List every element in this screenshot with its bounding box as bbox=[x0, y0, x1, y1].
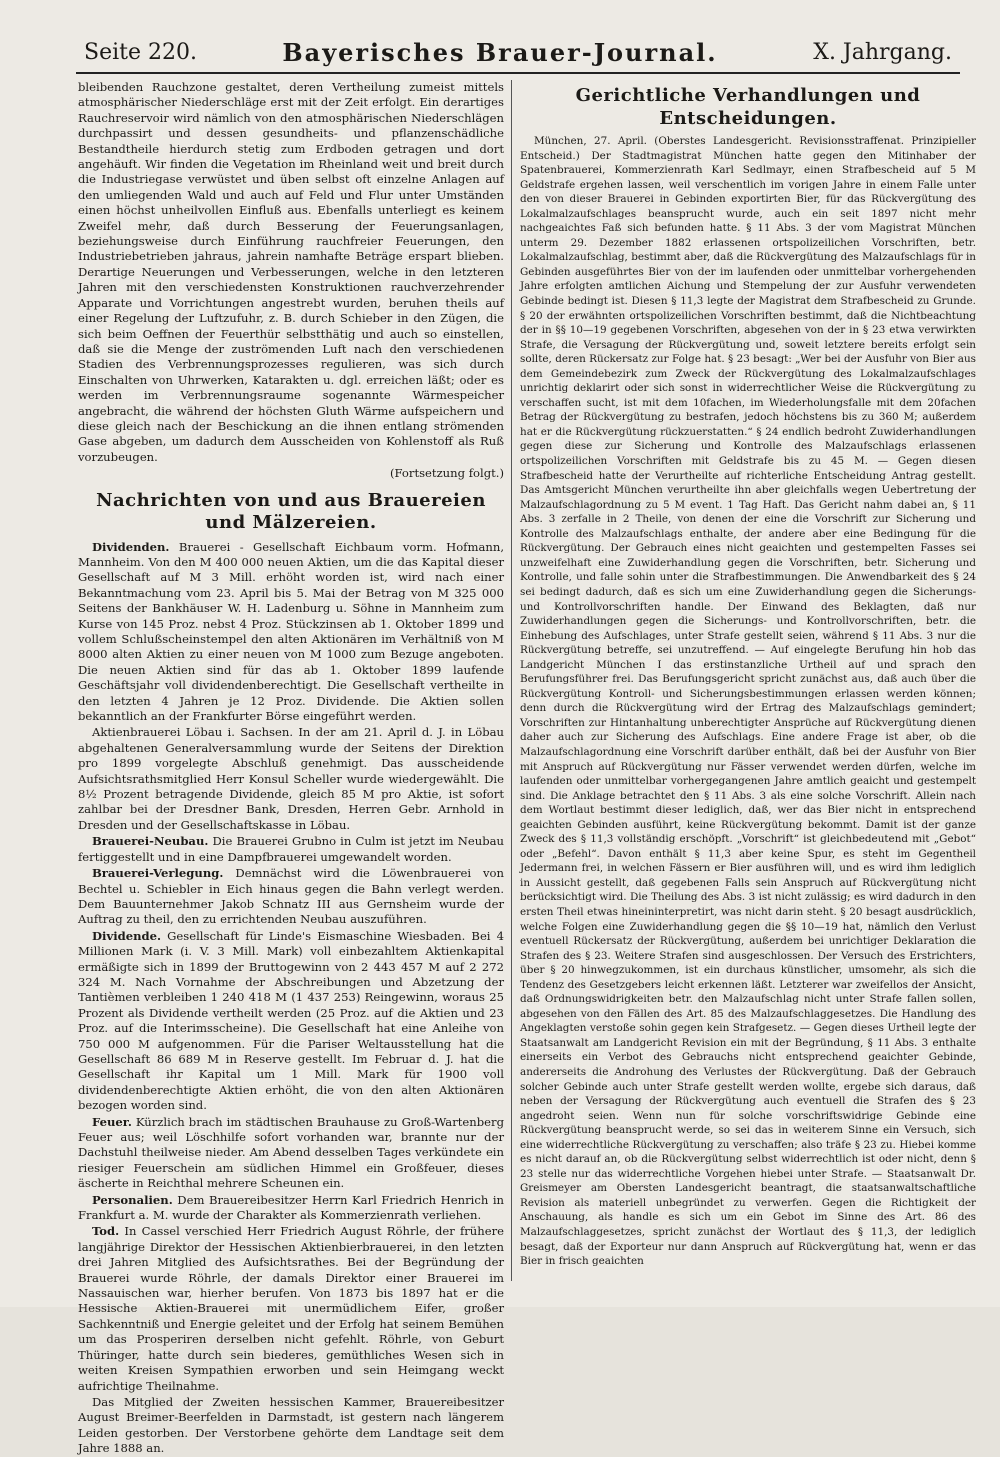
item-text: Demnächst wird die Löwenbrauerei von Bechtel u. Schiebler in Eich hinaus gegen die Bahn verlegt werden. Dem Bauunternehmer Jakob Schnatz III aus Gernsheim wurde der Auftrag zu theil, den zu errichtenden Neubau auszuführen. bbox=[78, 866, 504, 927]
item-text: Kürzlich brach im städtischen Brauhause zu Groß-Wartenberg Feuer aus; weil Löschhilfe sofort vorhanden war, brannte nur der Dachstuhl theilweise nieder. Am Abend desselben Tages verkündete ein riesiger Feuerschein am südlichen Himmel ein Großfeuer, dieses äscherte in Reichthal mehrere Scheunen ein. bbox=[78, 1114, 504, 1191]
right-column bbox=[520, 80, 976, 1287]
item-text: Brauerei - Gesellschaft Eichbaum vorm. Hofmann, Mannheim. Von den M 400 000 neuen Aktien, um die das Kapital dieser Gesellschaft auf M 3 Mill. erhöht worden ist, wird nach einer Bekanntmachung vom 23. April bis 5. Mai der Betrag von M 325 000 Seitens der Bankhäuser W. H. Ladenburg u. Söhne in Mannheim zum Kurse von 145 Proz. nebst 4 Proz. Stückzinsen ab 1. Oktober 1899 und vollem Schlußscheinstempel den alten Aktionären im Verhältniß von M 8000 alten Aktien zu einer neuen von M 1000 zum Bezuge angeboten. Die neuen Aktien sind für das ab 1. Oktober 1899 laufende Geschäftsjahr voll dividendenberechtigt. Die Gesellschaft vertheilte in den letzten 4 Jahren je 12 Proz. Dividende. Die Aktien sollen bekanntlich an der Frankfurter Börse eingeführt werden. bbox=[78, 539, 504, 724]
article-continuation: bleibenden Rauchzone gestaltet, deren Vertheilung zumeist mittels atmosphärischer Niederschläge erst mit der Zeit erfolgt. Ein derartiges Rauchreservoir wird nämlich von den atmosphärischen Niederschlägen durchpassirt und dessen gesundheits- und pflanzenschädliche Bestandtheile hierdurch stetig zum Erdboden getragen und dort angehäuft. Wir finden die Vegetation im Rheinland weit und breit durch die Industriegase verwüstet und üben selbst oft einzelne Anlagen auf den umliegenden Wald und auch auf Feld und Flur unter Umständen einen höchst unheilvollen Einfluß aus. Ebenfalls unterliegt es keinem Zweifel mehr, daß durch Besserung der Feuerungsanlagen, beziehungsweise durch Einführung rauchfreier Feuerungen, den Industriebetrieben jahraus, jahrein namhafte Beträge erspart blieben. Derartige Neuerungen und Verbesserungen, welche in den letzteren Jahren mit den verschiedensten Konstruktionen rauchverzehrender Apparate und Vorrichtungen angestrebt wurden, beruhen theils auf einer Regelung der Luftzufuhr, z. B. durch Schieber in den Zügen, die sich beim Oeffnen der Feuerthür selbstthätig und auch so einstellen, daß sie die Menge der zuströmenden Luft nach den verschiedenen Stadien des Verbrennungsprozesses regulieren, was sich durch Einschalten von Uhrwerken, Katarakten u. dgl. erreichen läßt; oder es werden im Verbrennungsraume sogenannte Wärmespeicher angebracht, die während der höchsten Gluth Wärme aufspeichern und diese gleich nach der Beschickung an die ihnen entlang strömenden Gase abgeben, um dadurch dem Ausscheiden von Kohlenstoff als Ruß vorzubeugen. bbox=[78, 80, 504, 464]
section-title-court: Gerichtliche Verhandlungen und Entscheidungen. bbox=[575, 85, 921, 129]
news-item-dividends bbox=[78, 540, 504, 725]
item-head: Brauerei-Verlegung. bbox=[92, 866, 224, 881]
item-head: Dividende. bbox=[92, 928, 162, 943]
news-item-feuer bbox=[78, 1115, 504, 1192]
item-text: In Cassel verschied Herr Friedrich August Röhrle, der frühere langjährige Direktor der Hessischen Aktienbierbrauerei, in den letzten drei Jahren Mitglied des Aufsichtsrathes. Bei der Begründung der Brauerei wurde Röhrle, der damals Direktor einer Brauerei im Nassauischen war, hierher berufen. Von 1873 bis 1897 hat er die Hessische Aktien-Brauerei mit unermüdlichem Eifer, großer Sachkenntniß und Energie geleitet und der Erfolg hat seinem Bemühen um das Prosperiren derselben nicht gefehlt. Röhrle, von Geburt Thüringer, hatte durch sein biederes, gemüthliches Wesen sich in weiten Kreisen Sympathien erworben und sein Heimgang weckt aufrichtige Theilnahme. bbox=[78, 1224, 504, 1393]
item-text: Dem Brauereibesitzer Herrn Karl Friedrich Henrich in Frankfurt a. M. wurde der Charakter als Kommerzienrath verliehen. bbox=[78, 1192, 505, 1223]
item-head: Feuer. bbox=[92, 1114, 132, 1129]
item-head: Personalien. bbox=[92, 1192, 173, 1207]
page-header bbox=[0, 0, 1000, 78]
volume-label: X. Jahrgang. bbox=[813, 40, 952, 65]
column-divider bbox=[511, 80, 512, 1281]
item-head: Brauerei-Neubau. bbox=[92, 834, 209, 849]
item-text: Gesellschaft für Linde's Eismaschine Wiesbaden. Bei 4 Millionen Mark (i. V. 3 Mill. Mark) voll einbezahltem Aktienkapital ermäßigte sich in 1899 der Bruttogewinn von 2 443 457 M auf 2 272 324 M. Nach Vornahme der Abschreibungen und Abzetzung der Tantièmen verbleiben 1 240 418 M (1 437 253) Reingewinn, woraus 25 Prozent als Dividende vertheilt werden (25 Proz. auf die Aktien und 23 Proz. auf die Interimsscheine). Die Gesellschaft hat eine Anleihe von 750 000 M aufgenommen. Für die Pariser Weltausstellung hat die Gesellschaft 86 689 M in Reserve gestellt. Im Februar d. J. hat die Gesellschaft ihr Kapital um 1 Mill. Mark für 1900 voll dividendenberechtigte Aktien erhöht, die von den alten Aktionären bezogen worden sind. bbox=[78, 928, 505, 1113]
item-head: Dividenden. bbox=[92, 539, 170, 554]
item-head: Tod. bbox=[92, 1224, 120, 1239]
header-rule bbox=[76, 72, 960, 74]
news-item-verlegung bbox=[78, 866, 504, 928]
news-item-personalien bbox=[78, 1193, 504, 1224]
news-item-neubau bbox=[78, 834, 504, 865]
continuation-note: (Fortsetzung folgt.) bbox=[389, 466, 504, 481]
section-title-news: Nachrichten von und aus Brauereien und Mälzereien. bbox=[96, 489, 486, 533]
news-item-loebau: Aktienbrauerei Löbau i. Sachsen. In der am 21. April d. J. in Löbau abgehaltenen Generalversammlung wurde der Seitens der Direktion pro 1899 vorgelegte Abschluß genehmigt. Das ausscheidende Aufsichtsrathsmitglied Herr Konsul Scheller wurde wiedergewählt. Die 8½ Prozent betragende Dividende, gleich 85 M pro Aktie, ist sofort zahlbar bei der Dresdner Bank, Dresden, Herren Gebr. Arnhold in Dresden und der Gesellschaftskasse in Löbau. bbox=[78, 725, 504, 832]
left-column bbox=[78, 80, 505, 1456]
news-item-tod bbox=[78, 1224, 504, 1393]
journal-title: Bayerisches Brauer-Journal. bbox=[282, 38, 718, 67]
page-number: Seite 220. bbox=[84, 40, 197, 65]
news-item-dividende bbox=[78, 929, 504, 1114]
item-text: Die Brauerei Grubno in Culm ist jetzt im Neubau fertiggestellt und in eine Dampfbrauerei umgewandelt worden. bbox=[78, 834, 504, 864]
court-report: München, 27. April. (Oberstes Landesgericht. Revisionsstraffenat. Prinzipieller Entscheid.) Der Stadtmagistrat München hatte gegen den Mitinhaber der Spatenbrauerei, Kommerzienrath Karl Sedlmayr, einen Strafbescheid auf 5 M Geldstrafe ergehen lassen, weil verschentlich im vorigen Jahre in einem Falle unter den von dieser Brauerei in Gebinden exportirten Bier, für das Rückvergütung des Lokalmalzaufschlages beansprucht wurde, auch ein seit 1897 nicht mehr nachgeaichtes Faß sich befunden hatte. § 11 Abs. 3 der vom Magistrat München unterm 29. Dezember 1882 erlassenen ortspolizeilichen Vorschriften, betr. Lokalmalzaufschlag, bestimmt aber, daß die Rückvergütung des Malzaufschlags für in Gebinden ausgeführtes Bier von der im laufenden oder unmittelbar vorhergehenden Jahre erfolgten amtlichen Aichung und Stempelung der zur Ausfuhr verwendeten Gebinde bedingt ist. Diesen § 11,3 legte der Magistrat dem Strafbescheid zu Grunde. § 20 der erwähnten ortspolizeilichen Vorschriften bestimmt, daß die Nichtbeachtung der in §§ 10—19 gegebenen Vorschriften, abgesehen von der in § 23 etwa verwirkten Strafe, die Versagung der Rückvergütung und, soweit letztere bereits erfolgt sein sollte, deren Rückersatz zur Folge hat. § 23 besagt: „Wer bei der Ausfuhr von Bier aus dem Gemeindebezirk zum Zweck der Rückvergütung des Lokalmalzaufschlages unrichtig deklarirt oder sich sonst in widerrechtlicher Weise die Rückvergütung zu verschaffen sucht, ist mit dem 10fachen, im Wiederholungsfalle mit dem 20fachen Betrag der Rückvergütung zu bestrafen, jedoch höchstens bis zu 360 M; außerdem hat er die Rückvergütung rückzuerstatten.“ § 24 endlich bedroht Zuwiderhandlungen gegen diese zur Sicherung und Kontrolle des Malzaufschlags erlassenen ortspolizeilichen Vorschriften mit Geldstrafe bis zu 45 M. — Gegen diesen Strafbescheid hatte der Verurtheilte auf richterliche Entscheidung Antrag gestellt. Das Amtsgericht München verurtheilte ihn aber gleichfalls wegen Uebertretung der Malzaufschlagordnung zu 5 M event. 1 Tag Haft. Das Gericht nahm dabei an, § 11 Abs. 3 zerfalle in 2 Theile, von denen der eine die Vorschrift zur Sicherung und Kontrolle des Malzaufschlags enthalte, der andere aber eine Bedingung für die Rückvergütung. Der Gebrauch eines nicht geaichten und gestempelten Fasses sei unzweifelhaft eine Zuwiderhandlung gegen die Vorschriften, betr. Sicherung und Kontrolle, und falle sohin unter die Strafbestimmungen. Die Anwendbarkeit des § 24 sei bedingt dadurch, daß es sich um eine Zuwiderhandlung gegen die Sicherungs- und Kontrollvorschriften handle. Der Einwand des Beklagten, daß nur Zuwiderhandlungen gegen die Sicherungs- und Kontrollvorschriften, betr. die Einhebung des Aufschlages, unter Strafe gestellt seien, während § 11 Abs. 3 nur die Rückvergütung betreffe, sei unzutreffend. — Auf eingelegte Berufung hin hob das Landgericht München I das erstinstanzliche Urtheil auf und sprach den Berufungsführer frei. Das Berufungsgericht spricht zunächst aus, daß auch über die Rückvergütung Kontroll- und Sicherungsbestimmungen erlassen werden können; denn durch die Rückvergütung wird der Ertrag des Malzaufschlags gemindert; Vorschriften zur Hintanhaltung unberechtigter Ansprüche auf Rückvergütung dienen daher auch zur Sicherung des Aufschlags. Eine andere Frage ist aber, ob die Malzaufschlagordnung eine Vorschrift darüber enthält, daß bei der Ausfuhr von Bier mit Anspruch auf Rückvergütung nur Fässer verwendet werden dürfen, welche im laufenden oder unmittelbar vorhergegangenen Jahre amtlich geaicht und gestempelt sind. Die Anklage betrachtet den § 11 Abs. 3 als eine solche Vorschrift. Allein nach dem Wortlaut bestimmt dieser lediglich, daß, wer das Bier nicht in entsprechend geaichten Gebinden ausführt, keine Rückvergütung bekommt. Damit ist der ganze Zweck des § 11,3 vollständig erschöpft. „Vorschrift“ ist gleichbedeutend mit „Gebot“ oder „Befehl“. Davon enthält § 11,3 aber keine Spur, es steht im Gegentheil Jedermann frei, in welchen Fässern er Bier ausführen will, und es wird ihm lediglich in Aussicht gestellt, daß gegebenen Falls sein Anspruch auf Rückvergütung nicht berücksichtigt wird. Die Theilung des Abs. 3 ist nicht zulässig; es wird dadurch in den ersten Theil etwas hineininterpretirt, was nicht darin steht. § 20 besagt ausdrücklich, welche Folgen eine Zuwiderhandlung gegen die §§ 10—19 hat, nämlich den Verlust eventuell Rückersatz der Rückvergütung, außerdem bei unrichtiger Deklaration die Strafen des § 23. Weitere Strafen sind ausgeschlossen. Der Versuch des Erstrichters, über § 20 hinwegzukommen, ist ein durchaus künstlicher, umsomehr, als sich die Tendenz des Gesetzgebers leicht erkennen läßt. Letzterer war zweifellos der Ansicht, daß Ordnungswidrigkeiten betr. den Malzaufschlag nicht unter Strafe fallen sollen, abgesehen von den Fällen des Art. 85 des Malzaufschlaggesetzes. Die Handlung des Angeklagten verstoße sohin gegen kein Strafgesetz. — Gegen dieses Urtheil legte der Staatsanwalt am Landgericht Revision ein mit der Begründung, § 11 Abs. 3 enthalte einerseits ein Verbot des Gebrauchs nicht entsprechend geaichter Gebinde, andererseits die Androhung des Verlustes der Rückvergütung. Daß der Gebrauch solcher Gebinde auch unter Strafe gestellt werden wollte, ergebe sich daraus, daß neben der Versagung der Rückvergütung auch eventuell die Strafen des § 23 angedroht seien. Wenn nun für solche vorschriftswidrige Gebinde eine Rückvergütung beansprucht werde, so sei das in weiterem Sinne ein Versuch, sich eine widerrechtliche Rückvergütung zu verschaffen; also träfe § 23 zu. Hiebei komme es nicht darauf an, ob die Rückvergütung selbst widerrechtlich ist oder nicht, denn § 23 stelle nur das widerrechtliche Vorgehen hiebei unter Strafe. — Staatsanwalt Dr. Greismeyer am Obersten Landesgericht beantragt, die staatsanwaltschaftliche Revision als materiell unbegründet zu verwerfen. Gegen die Richtigkeit der Anschauung, als handle es sich um ein Gebot im Sinne des Art. 86 des Malzaufschlaggesetzes, spricht zunächst der Wortlaut des § 11,3, der lediglich besagt, daß der Exporteur nur dann Anspruch auf Rückvergütung hat, wenn er das Bier in frisch geaichten bbox=[520, 135, 976, 1268]
news-item-tod-2: Das Mitglied der Zweiten hessischen Kammer, Brauereibesitzer August Breimer-Beerfelden in Darmstadt, ist gestern nach längerem Leiden gestorben. Der Verstorbene gehörte dem Landtage seit dem Jahre 1888 an. bbox=[78, 1394, 504, 1456]
